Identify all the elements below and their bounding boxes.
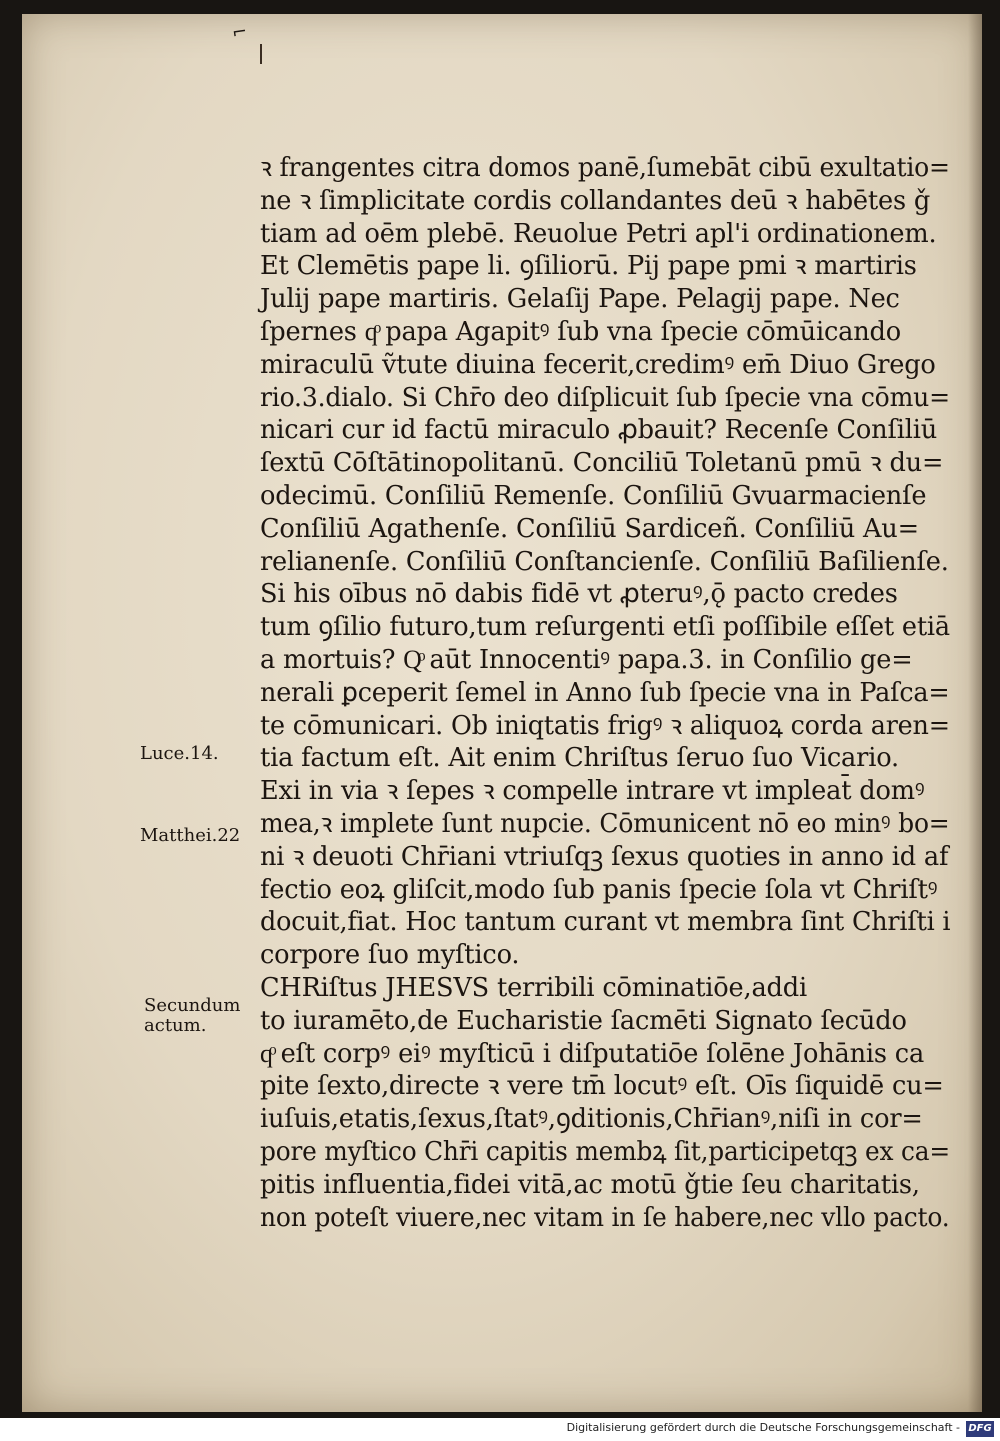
text-line: Exi in via ꝛ ſepes ꝛ compelle intrare vt impleat̄ domꝰ	[260, 776, 925, 807]
text-line: nicari cur id factū miraculo ꝓbauit? Recenſe Conſiliū	[260, 415, 938, 446]
footer-credit: Digitalisierung gefördert durch die Deutsche Forschungsgemeinschaft -	[566, 1421, 960, 1434]
page-spine-shadow	[968, 14, 982, 1412]
tick-mark	[260, 44, 262, 64]
text-line: corpore ſuo myſtico.	[260, 940, 520, 971]
text-line: qͦ eſt corpꝰ eiꝰ myſticū i diſputatiōe ſolēne Johānis ca	[260, 1038, 925, 1069]
text-line: relianenſe. Conſiliū Conſtancienſe. Conſiliū Baſilienſe.	[260, 546, 949, 577]
text-line: non poteſt viuere,nec vitam in ſe habere,nec vllo pacto.	[260, 1202, 950, 1233]
text-line: ni ꝛ deuoti Chr̄iani vtriuſqꝫ ſexus quoties in anno id af	[260, 841, 949, 872]
text-line: miraculū ṽtute diuina fecerit,credimꝰ em̄ Diuo Grego	[260, 349, 936, 380]
text-line: CHRiſtus JHESVS terribili cōminatiōe,addi	[260, 972, 807, 1003]
text-line: tia factum eſt. Ait enim Chriſtus ſeruo ſuo Vicario.	[260, 743, 899, 774]
text-line: Julij pape martiris. Gelaſij Pape. Pelagij pape. Nec	[260, 284, 900, 315]
text-line: mea,ꝛ implete ſunt nupcie. Cōmunicent nō eo minꝰ bo=	[260, 808, 950, 839]
book-page	[22, 14, 982, 1412]
text-line: fectio eoꝝ gliſcit,modo ſub panis ſpecie ſola vt Chriſtꝰ	[260, 874, 938, 905]
text-line: ꝛ frangentes citra domos panē,ſumebāt cibū exultatio=	[260, 153, 950, 183]
text-line: nerali ꝑceperit ſemel in Anno ſub ſpecie vna in Paſca=	[260, 677, 950, 708]
text-line: odecimū. Conſiliū Remenſe. Conſiliū Gvuarmacienſe	[260, 480, 927, 511]
marginal-note-luce: Luce.14.	[140, 743, 219, 764]
text-line: ne ꝛ ſimplicitate cordis collandantes deū ꝛ habētes ǧ	[260, 185, 931, 216]
marginal-note-secundum-line2: actum.	[144, 1015, 207, 1036]
text-line: Et Clemētis pape li. ꝯſiliorū. Pij pape pmi ꝛ martiris	[260, 251, 917, 282]
corner-mark: ⌐	[230, 21, 249, 44]
dfg-logo: DFG	[966, 1421, 994, 1437]
text-line: iuſuis,etatis,ſexus,ſtatꝰ,ꝯditionis,Chr̄ianꝰ,niſi in cor=	[260, 1104, 923, 1135]
text-line: pitis influentia,fidei vitā,ac motū ǧtie ſeu charitatis,	[260, 1169, 920, 1200]
text-line: to iuramēto,de Eucharistie ſacmēti Signato ſecūdo	[260, 1005, 907, 1036]
text-line: docuit,fiat. Hoc tantum curant vt membra ſint Chriſti i	[260, 907, 951, 938]
text-line: Conſiliū Agathenſe. Conſiliū Sardiceñ. Conſiliū Au=	[260, 513, 919, 544]
text-line: pore myſtico Chr̄i capitis membꝝ ſit,participetqꝫ ex ca=	[260, 1136, 950, 1167]
marginal-note-matthei: Matthei.22	[140, 825, 241, 846]
text-line: ſpernes qͦ papa Agapitꝰ ſub vna ſpecie cōmūicando	[260, 316, 901, 347]
text-line: rio.3.dialo. Si Chr̄o deo diſplicuit ſub ſpecie vna cōmu=	[260, 382, 950, 413]
footer-bar	[0, 1418, 1000, 1441]
body-text	[260, 152, 960, 1234]
text-line: tiam ad oēm plebē. Reuolue Petri apl'i ordinationem.	[260, 218, 937, 249]
text-line: ſextū Cōſtātinopolitanū. Conciliū Toletanū pmū ꝛ du=	[260, 448, 944, 479]
text-line: a mortuis? Qͦ aūt Innocentiꝰ papa.3. in Conſilio ge=	[260, 644, 913, 675]
marginal-note-secundum-line1: Secundum	[144, 995, 241, 1016]
text-line: te cōmunicari. Ob iniqtatis frigꝰ ꝛ aliquoꝝ corda aren=	[260, 710, 950, 741]
text-line: Si his oībus nō dabis fidē vt ꝓteruꝰ,ǭ pacto credes	[260, 579, 898, 610]
text-line: tum ꝯſilio futuro,tum reſurgenti etſi poſſibile eſſet etiā	[260, 612, 950, 643]
text-line: pite ſexto,directe ꝛ vere tm̄ locutꝰ eſt. Oīs ſiquidē cu=	[260, 1071, 944, 1102]
marginal-note-secundum	[144, 996, 240, 1036]
